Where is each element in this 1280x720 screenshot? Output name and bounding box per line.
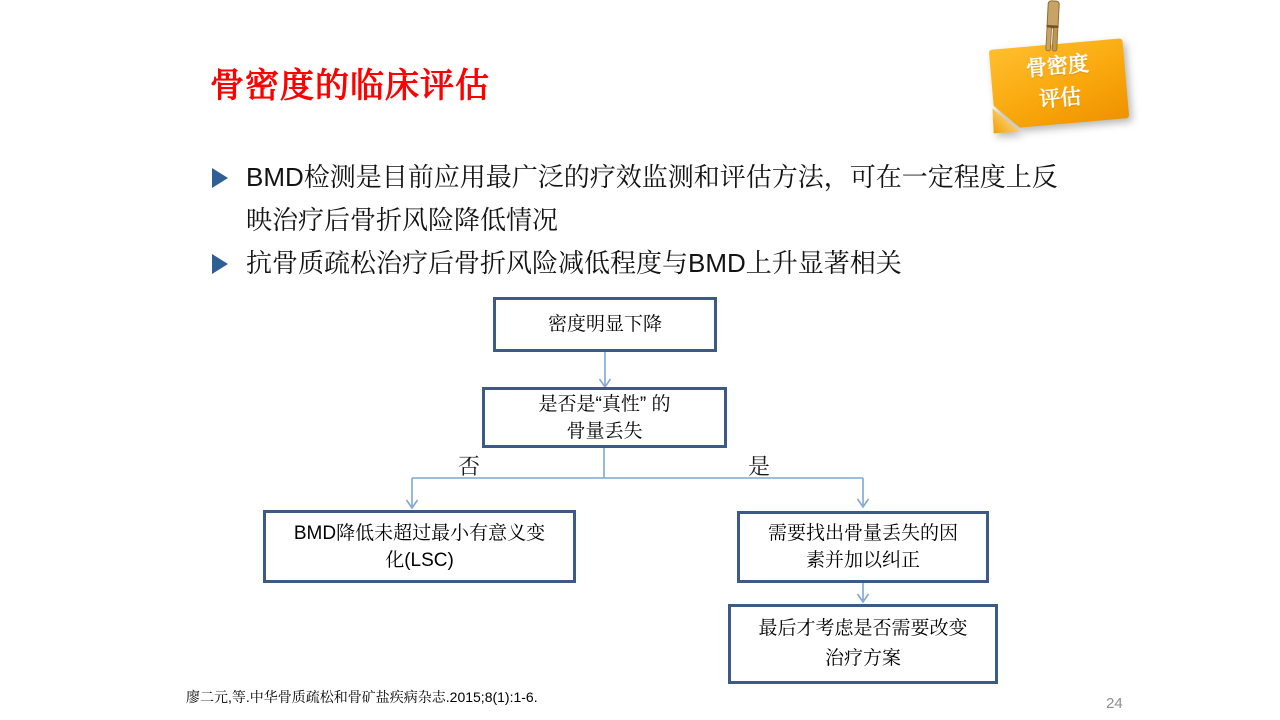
sticky-note-line2: 评估: [1038, 85, 1083, 112]
box-line: 治疗方案: [824, 648, 901, 669]
page-number: 24: [1106, 695, 1123, 712]
box-line: 化(LSC): [385, 549, 454, 571]
box-line: 需要找出骨量丢失的因: [767, 523, 958, 544]
branch-label-no: 否: [458, 454, 481, 479]
box-line: BMD降低未超过最小有意义变: [293, 522, 546, 544]
bullet-list: [212, 156, 1072, 285]
sticky-note-line1: 骨密度: [1025, 52, 1090, 81]
box-line: 骨量丢失: [566, 420, 643, 442]
flowchart-box-find-cause: [737, 511, 989, 583]
list-item: [212, 242, 1072, 285]
flowchart-box-lsc: [263, 510, 576, 583]
sticky-note-text: [989, 45, 1128, 120]
bullet-triangle-icon: [212, 254, 228, 274]
page-title: 骨密度的临床评估: [210, 67, 490, 105]
flowchart-box-change-treatment: [728, 604, 998, 684]
clothespin-icon: [1036, 0, 1070, 56]
box-line: 最后才考虑是否需要改变: [758, 618, 968, 639]
bullet-text: 抗骨质疏松治疗后骨折风险减低程度与BMD上升显著相关: [246, 248, 902, 278]
box-line: 密度明显下降: [547, 314, 662, 335]
box-line: 是否是“真性” 的: [538, 393, 671, 415]
citation: 廖二元,等.中华骨质疏松和骨矿盐疾病杂志.2015;8(1):1-6.: [186, 689, 538, 705]
box-line: 素并加以纠正: [805, 550, 920, 571]
bullet-triangle-icon: [212, 168, 228, 188]
flowchart-box-density-drop: [493, 297, 717, 352]
branch-label-yes: 是: [748, 454, 771, 479]
list-item: [212, 156, 1072, 242]
flowchart-box-true-loss-question: [482, 387, 727, 448]
bullet-text: BMD检测是目前应用最广泛的疗效监测和评估方法，可在一定程度上反映治疗后骨折风险降低情况: [246, 162, 1058, 235]
